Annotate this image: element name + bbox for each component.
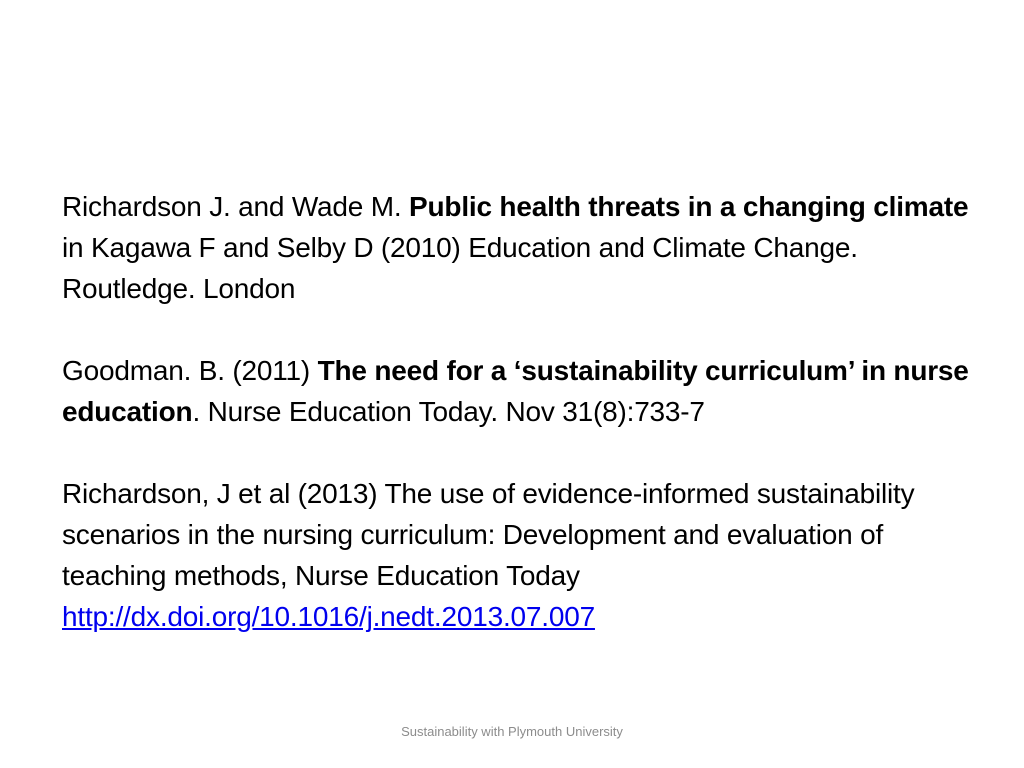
slide-footer: Sustainability with Plymouth University [401,724,623,739]
reference-text: Richardson, J et al (2013) The use of evidence-informed sustainability scenarios in the nursing curriculum: Development and evaluation of teaching methods, Nurse Education Today [62,478,915,591]
reference-richardson-wade [62,186,972,309]
reference-richardson-2013 [62,473,972,637]
reference-details: . Nurse Education Today. Nov 31(8):733-7 [192,396,705,427]
doi-link[interactable]: http://dx.doi.org/10.1016/j.nedt.2013.07.007 [62,601,595,632]
reference-authors: Goodman. B. (2011) [62,355,318,386]
reference-title: The need for a ‘sustainability curriculum’ in nurse education [62,355,969,427]
reference-goodman [62,350,972,432]
slide-body [62,186,972,637]
reference-authors: Richardson J. and Wade M. [62,191,410,222]
reference-title: Public health threats in a changing climate [409,191,969,222]
reference-details: in Kagawa F and Selby D (2010) Education and Climate Change. Routledge. London [62,232,858,304]
